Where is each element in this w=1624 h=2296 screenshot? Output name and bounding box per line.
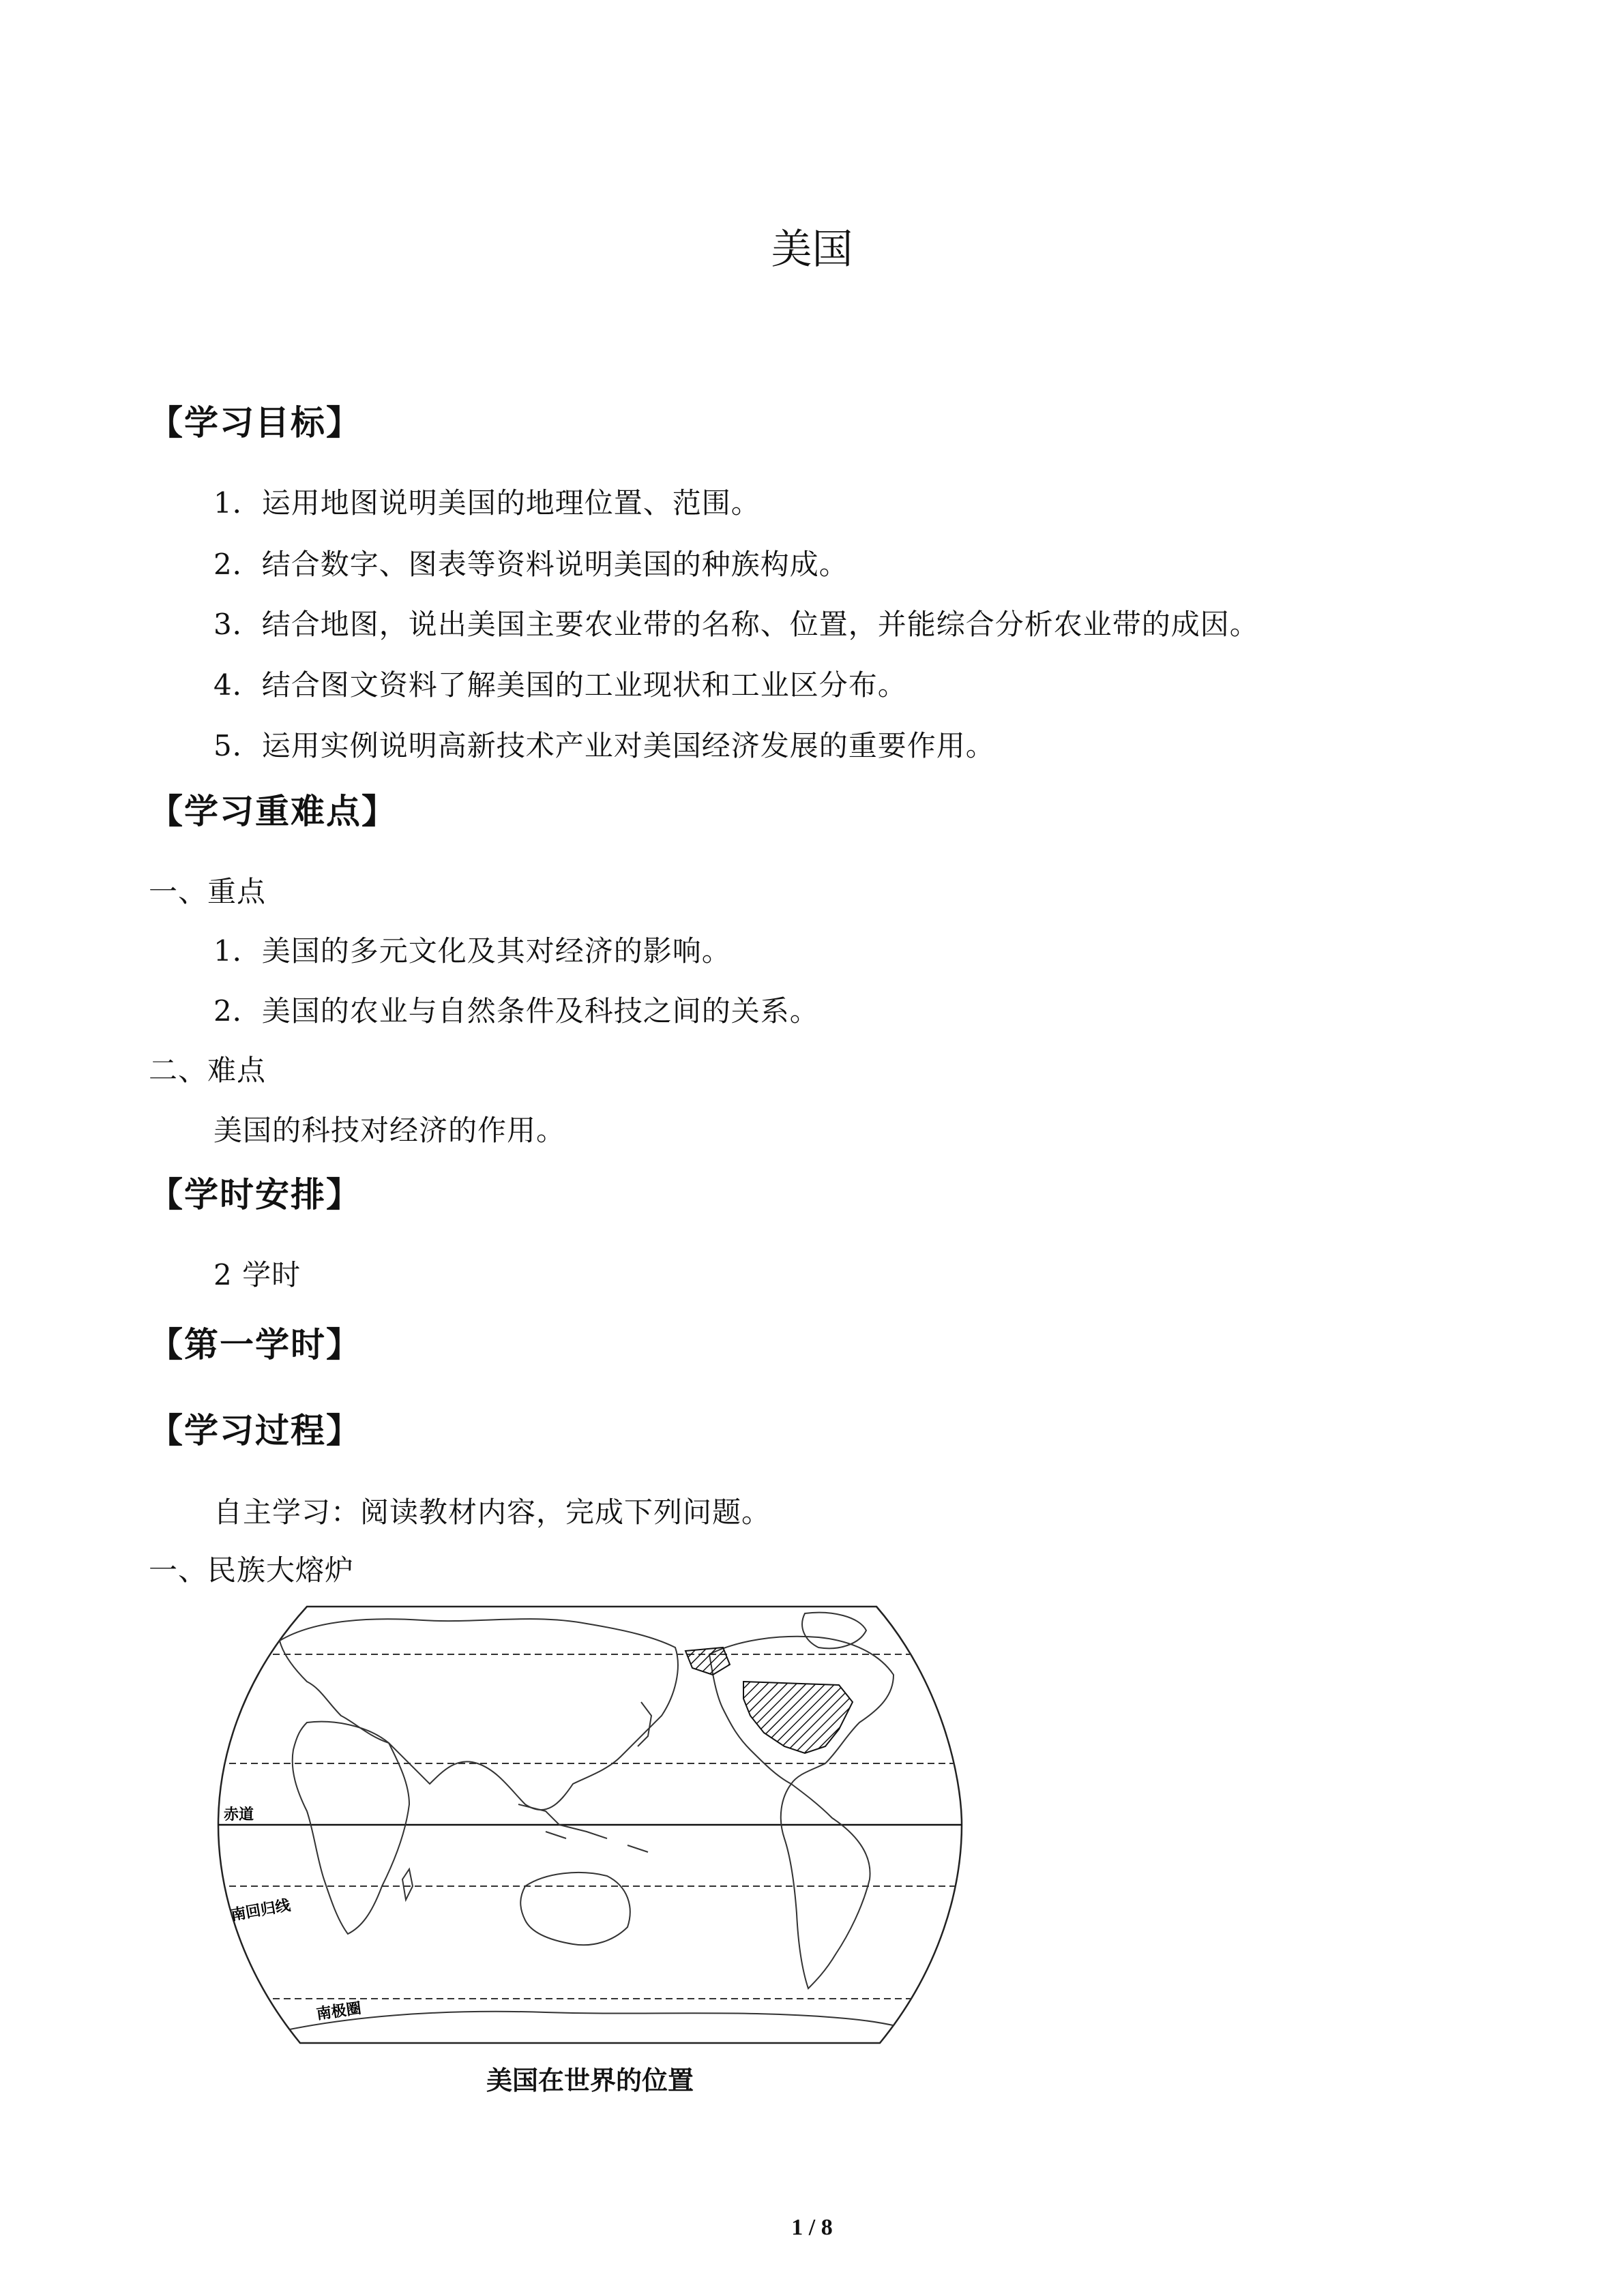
- goal-item: 4．结合图文资料了解美国的工业现状和工业区分布。: [213, 668, 907, 702]
- schedule-text: 2 学时: [213, 1258, 301, 1292]
- usa-mainland-hatch: [743, 1682, 853, 1753]
- process-heading: 【学习过程】: [149, 1411, 361, 1450]
- sea-islands: [518, 1804, 648, 1852]
- goal-item: 2．结合数字、图表等资料说明美国的种族构成。: [213, 548, 848, 581]
- goals-heading: 【学习目标】: [149, 403, 361, 443]
- madagascar: [402, 1869, 413, 1900]
- key-point-item: 1．美国的多元文化及其对经济的影响。: [213, 934, 731, 968]
- africa-landmass: [293, 1722, 409, 1934]
- first-lesson-heading: 【第一学时】: [149, 1325, 361, 1365]
- eurasia-landmass: [280, 1619, 678, 1810]
- greenland: [802, 1613, 866, 1649]
- world-map: [205, 1600, 975, 2050]
- alaska-hatch: [685, 1648, 730, 1675]
- key-points-label: 一、重点: [149, 875, 267, 908]
- part-one-label: 一、民族大熔炉: [149, 1553, 355, 1587]
- page-title: 美国: [771, 226, 853, 273]
- process-intro: 自主学习：阅读教材内容，完成下列问题。: [213, 1495, 771, 1529]
- page-number: 1 / 8: [791, 2215, 833, 2240]
- world-map-figure: [205, 1600, 975, 2050]
- schedule-heading: 【学时安排】: [149, 1175, 361, 1214]
- goal-item: 3．结合地图，说出美国主要农业带的名称、位置，并能综合分析农业带的成因。: [213, 608, 1259, 641]
- difficult-label: 二、难点: [149, 1054, 267, 1087]
- figure-caption: 美国在世界的位置: [486, 2066, 694, 2096]
- japan: [638, 1702, 651, 1746]
- goal-item: 1．运用地图说明美国的地理位置、范围。: [213, 486, 761, 520]
- goal-item: 5．运用实例说明高新技术产业对美国经济发展的重要作用。: [213, 729, 995, 762]
- key-heading: 【学习重难点】: [149, 792, 397, 831]
- key-point-item: 2．美国的农业与自然条件及科技之间的关系。: [213, 994, 819, 1028]
- equator-label: 赤道: [224, 1806, 254, 1823]
- antarctic-circle-label: 南极圈: [315, 1999, 363, 2023]
- difficult-text: 美国的科技对经济的作用。: [213, 1114, 566, 1147]
- tropic-capricorn-label: 南回归线: [229, 1897, 292, 1924]
- australia-landmass: [520, 1873, 630, 1945]
